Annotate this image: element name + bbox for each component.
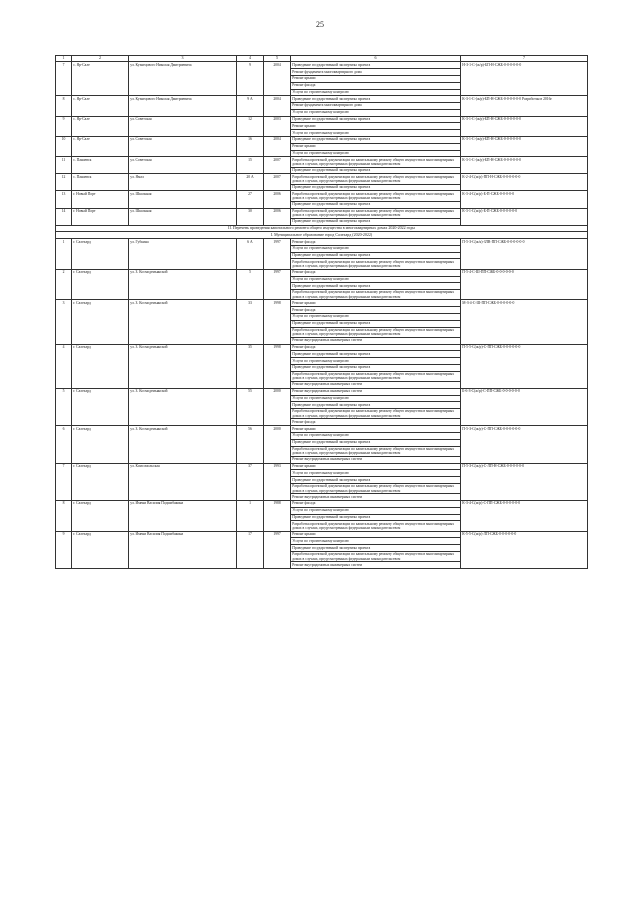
city-cell: с. Яр-Сале [72, 136, 129, 156]
table-row [56, 500, 588, 507]
street-cell: ул. З. Космодемьянской [129, 269, 237, 300]
city-cell: с. Яр-Сале [72, 62, 129, 96]
row-number: 9 [56, 531, 72, 568]
house-number-cell: 27 [237, 191, 264, 208]
house-number-cell: 17 [237, 531, 264, 568]
section-title: II. Перечень проведения капитального ремонта общего имущества в многоквартирных домах 2020-2022 годы [56, 225, 588, 232]
year-cell: 1998 [264, 300, 291, 344]
street-cell: ул. Кузнецового Николая Дмитриевича [129, 62, 237, 96]
year-cell: 2007 [264, 157, 291, 174]
year-cell: 1993 [264, 463, 291, 500]
house-code-cell: К-3-4-С(ж/р)-Б-П-СЖБ-0-0-0-0-0 [461, 191, 588, 208]
house-code-cell: К-5-5-С(ж/р)-ЛП-СЖБ-0-0-0-0-0-0 [461, 531, 588, 568]
work-type-cell: Услуги по строительному контролю [291, 130, 461, 137]
house-number-cell: 56 [237, 426, 264, 463]
street-cell: ул. З. Космодемьянской [129, 300, 237, 344]
work-type-cell: Ремонт внутридомовых инженерных систем [291, 337, 461, 344]
house-number-cell: 1 [237, 500, 264, 531]
city-cell: г. Салехард [72, 344, 129, 388]
work-type-cell: Разработка проектной документации по капитальному ремонту общего имущества в многоквартирных домах в случаях, предусмотренных федеральным законодательством [291, 551, 461, 561]
row-number: 9 [56, 116, 72, 136]
work-type-cell: Ремонт крыши [291, 463, 461, 470]
work-type-cell: Ремонт внутридомовых инженерных систем [291, 562, 461, 569]
work-type-cell: Ремонт фасада [291, 239, 461, 246]
city-cell: с. Яр-Сале [72, 116, 129, 136]
table-row [56, 269, 588, 276]
work-type-cell: Ремонт фасада [291, 500, 461, 507]
street-cell: ул. Кузнецового Николая Дмитриевича [129, 96, 237, 116]
header-cell: 2 [72, 56, 129, 62]
work-type-cell: Разработка проектной документации по капитальному ремонту общего имущества в многоквартирных домах в случаях, предусмотренных федеральным законодательством [291, 191, 461, 201]
house-code-cell: П-5-З-С(ж/р)-С-ЛП-Н-СЖБ-0-0-0-0-0-0 [461, 463, 588, 500]
header-cell: 5 [264, 56, 291, 62]
table-row [56, 344, 588, 351]
row-number: 8 [56, 500, 72, 531]
house-code-cell: М-З-4-С-Ш-ПП-СЖБ-0-0-0-0-0-0 [461, 300, 588, 344]
street-cell: ул. Советская [129, 157, 237, 174]
row-number: 12 [56, 174, 72, 191]
work-type-cell: Услуги по строительному контролю [291, 432, 461, 439]
street-cell: ул. Имени Василия Подшибякина [129, 500, 237, 531]
house-number-cell: 30 [237, 208, 264, 225]
work-type-cell: Проведение государственной экспертизы проекта [291, 283, 461, 290]
work-type-cell: Услуги по строительному контролю [291, 109, 461, 116]
work-type-cell: Проведение государственной экспертизы проекта [291, 364, 461, 371]
house-code-cell: К-З-1-С-(ж/р)-БП-Н-СЖБ-0-0-0-0-0-0 Разработан в 2016г [461, 96, 588, 116]
register-table [55, 55, 588, 569]
work-type-cell: Ремонт фасада [291, 82, 461, 89]
house-code-cell: П-5-З-С(ж/р)-С-ПП-СЖБ-0-0-0-0-0-0 [461, 426, 588, 463]
year-cell: 2000 [264, 426, 291, 463]
table-row [56, 531, 588, 538]
work-type-cell: Услуги по строительному контролю [291, 395, 461, 402]
year-cell: 2006 [264, 208, 291, 225]
work-type-cell: Ремонт фасада [291, 307, 461, 314]
city-cell: г. Салехард [72, 463, 129, 500]
row-number: 8 [56, 96, 72, 116]
work-type-cell: Ремонт внутридомовых инженерных систем [291, 456, 461, 463]
work-type-cell: Разработка проектной документации по капитальному ремонту общего имущества в многоквартирных домах в случаях, предусмотренных федеральным законодательством [291, 483, 461, 493]
work-type-cell: Проведение государственной экспертизы проекта [291, 252, 461, 259]
work-type-cell: Ремонт внутридомовых инженерных систем [291, 494, 461, 501]
work-type-cell: Услуги по строительному контролю [291, 245, 461, 252]
year-cell: 1998 [264, 344, 291, 388]
work-type-cell: Ремонт крыши [291, 75, 461, 82]
work-type-cell: Разработка проектной документации по капитальному ремонту общего имущества в многоквартирных домах в случаях, предусмотренных федеральным законодательством [291, 174, 461, 184]
house-code-cell: К-2-4-С(ж/р)-ПП-Н-СЖБ-0-0-0-0-0-0 [461, 174, 588, 191]
city-cell: г. Новый Порт [72, 208, 129, 225]
year-cell: 2004 [264, 136, 291, 156]
work-type-cell: Ремонт фундамента многоквартирного дома [291, 69, 461, 76]
house-number-cell: 9 А [237, 96, 264, 116]
year-cell: 2003 [264, 116, 291, 136]
row-number: 2 [56, 269, 72, 300]
work-type-cell: Разработка проектной документации по капитальному ремонту общего имущества в многоквартирных домах в случаях, предусмотренных федеральным законодательством [291, 290, 461, 300]
work-type-cell: Проведение государственной экспертизы проекта [291, 136, 461, 143]
work-type-cell: Услуги по строительному контролю [291, 313, 461, 320]
page-number: 25 [316, 20, 324, 29]
row-number: 7 [56, 463, 72, 500]
work-type-cell: Проведение государственной экспертизы проекта [291, 477, 461, 484]
city-cell: г. Салехард [72, 500, 129, 531]
year-cell: 2006 [264, 191, 291, 208]
year-cell: 1988 [264, 500, 291, 531]
house-code-cell: К-З-1-С-(ж/р)-БП-Н-СЖБ-0-0-0-0-0-0 [461, 116, 588, 136]
table-row [56, 388, 588, 395]
house-code-cell: К-З-1-С-(ж/р)-БП-Н-СЖБ-0-0-0-0-0-0 [461, 136, 588, 156]
work-type-cell: Проведение государственной экспертизы проекта [291, 402, 461, 409]
table-row [56, 300, 588, 307]
city-cell: г. Салехард [72, 239, 129, 270]
city-cell: г. Новый Порт [72, 191, 129, 208]
city-cell: г. Салехард [72, 300, 129, 344]
house-code-cell: К-3-1-С-(ж/р)-БП-Н-СЖБ-0-0-0-0-0-0 [461, 157, 588, 174]
street-cell: ул. Губкина [129, 239, 237, 270]
house-number-cell: 16 [237, 136, 264, 156]
street-cell: ул. Советская [129, 136, 237, 156]
row-number: 5 [56, 388, 72, 425]
work-type-cell: Разработка проектной документации по капитальному ремонту общего имущества в многоквартирных домах в случаях, предусмотренных федеральным законодательством [291, 446, 461, 456]
section-row [56, 225, 588, 232]
row-number: 3 [56, 300, 72, 344]
city-cell: с. Яр-Сале [72, 96, 129, 116]
city-cell: с. Панаевск [72, 174, 129, 191]
city-cell: г. Салехард [72, 388, 129, 425]
work-type-cell: Проведение государственной экспертизы проекта [291, 96, 461, 103]
table-row [56, 116, 588, 123]
row-number: 7 [56, 62, 72, 96]
work-type-cell: Проведение государственной экспертизы проекта [291, 116, 461, 123]
house-number-cell: 37 [237, 463, 264, 500]
table-row [56, 426, 588, 433]
house-number-cell: 9 [237, 62, 264, 96]
year-cell: 2000 [264, 388, 291, 425]
work-type-cell: Ремонт крыши [291, 531, 461, 538]
street-cell: ул. З. Космодемьянской [129, 344, 237, 388]
house-number-cell: 6 А [237, 239, 264, 270]
table-row [56, 157, 588, 167]
work-type-cell: Услуги по строительному контролю [291, 276, 461, 283]
year-cell: 2004 [264, 62, 291, 96]
work-type-cell: Услуги по строительному контролю [291, 538, 461, 545]
table-row [56, 191, 588, 201]
work-type-cell: Услуги по строительному контролю [291, 358, 461, 365]
house-number-cell: 15 [237, 157, 264, 174]
work-type-cell: Ремонт крыши [291, 426, 461, 433]
work-type-cell: Услуги по строительному контролю [291, 150, 461, 157]
street-cell: ул. Ямал [129, 174, 237, 191]
street-cell: ул. Комсомольская [129, 463, 237, 500]
street-cell: ул. З. Космодемьянской [129, 388, 237, 425]
street-cell: ул. Школьная [129, 208, 237, 225]
subsection-title: I. Муниципальное образование город Салехард (2020-2022) [56, 232, 588, 239]
work-type-cell: Разработка проектной документации по капитальному ремонту общего имущества в многоквартирных домах в случаях, предусмотренных федеральным законодательством [291, 327, 461, 337]
house-number-cell: 55 [237, 388, 264, 425]
table-row [56, 208, 588, 218]
year-cell: 2004 [264, 96, 291, 116]
work-type-cell: Проведение государственной экспертизы проекта [291, 439, 461, 446]
work-type-cell: Проведение государственной экспертизы проекта [291, 62, 461, 69]
work-type-cell: Разработка проектной документации по капитальному ремонту общего имущества в многоквартирных домах в случаях, предусмотренных федеральным законодательством [291, 208, 461, 218]
work-type-cell: Проведение государственной экспертизы проекта [291, 184, 461, 191]
house-code-cell: Н-З-1-С-(ж/р)-БП-Н-СЖБ-0-0-0-0-0-0 [461, 62, 588, 96]
street-cell: ул. Советская [129, 116, 237, 136]
house-code-cell: П-5-5-С(ж/р)-С-ПП-СЖБ-0-0-0-0-0-0 [461, 344, 588, 388]
row-number: 4 [56, 344, 72, 388]
house-code-cell: П-5-З-С(ж/к)-ЗЛВ-ПП-СЖБ-0-0-0-0-0-0 [461, 239, 588, 270]
row-number: 6 [56, 426, 72, 463]
table-row [56, 463, 588, 470]
table-row [56, 136, 588, 143]
house-number-cell: 5 [237, 269, 264, 300]
table-row [56, 239, 588, 246]
city-cell: с. Панаевск [72, 157, 129, 174]
work-type-cell: Ремонт фундамента многоквартирного дома [291, 103, 461, 110]
work-type-cell: Разработка проектной документации по капитальному ремонту общего имущества в многоквартирных домах в случаях, предусмотренных федеральным законодательством [291, 371, 461, 381]
work-type-cell: Ремонт фасада [291, 344, 461, 351]
house-code-cell: П-5-4-С-Ш-ПП-СЖБ-0-0-0-0-0-0 [461, 269, 588, 300]
table-row [56, 96, 588, 103]
work-type-cell: Разработка проектной документации по капитальному ремонту общего имущества в многоквартирных домах в случаях, предусмотренных федеральным законодательством [291, 157, 461, 167]
work-type-cell: Услуги по строительному контролю [291, 470, 461, 477]
header-cell: 7 [461, 56, 588, 62]
city-cell: г. Салехард [72, 531, 129, 568]
work-type-cell: Услуги по строительному контролю [291, 89, 461, 96]
subsection-row [56, 232, 588, 239]
work-type-cell: Ремонт фасада [291, 269, 461, 276]
work-type-cell: Ремонт крыши [291, 143, 461, 150]
table-row [56, 174, 588, 184]
house-code-cell: К-3-1-С(ж/р)-Б-П-СЖБ-0-0-0-0-0-0 [461, 208, 588, 225]
house-number-cell: 20 А [237, 174, 264, 191]
work-type-cell: Проведение государственной экспертизы проекта [291, 545, 461, 552]
year-cell: 1997 [264, 269, 291, 300]
row-number: 10 [56, 136, 72, 156]
street-cell: ул. Школьная [129, 191, 237, 208]
work-type-cell: Проведение государственной экспертизы проекта [291, 514, 461, 521]
city-cell: г. Салехард [72, 269, 129, 300]
row-number: 1 [56, 239, 72, 270]
work-type-cell: Ремонт крыши [291, 300, 461, 307]
work-type-cell: Проведение государственной экспертизы проекта [291, 218, 461, 225]
work-type-cell: Ремонт крыши [291, 123, 461, 130]
row-number: 14 [56, 208, 72, 225]
work-type-cell: Ремонт внутридомовых инженерных систем [291, 388, 461, 395]
work-type-cell: Разработка проектной документации по капитальному ремонту общего имущества в многоквартирных домах в случаях, предусмотренных федеральным законодательством [291, 409, 461, 419]
street-cell: ул. Имени Василия Подшибякина [129, 531, 237, 568]
year-cell: 1997 [264, 239, 291, 270]
row-number: 13 [56, 191, 72, 208]
work-type-cell: Услуги по строительному контролю [291, 507, 461, 514]
house-code-cell: Б-6-З-С(ж/р)-С-ПП-СЖБ-0-0-0-0-0-0 [461, 388, 588, 425]
street-cell: ул. З. Космодемьянской [129, 426, 237, 463]
year-cell: 2007 [264, 174, 291, 191]
house-number-cell: 35 [237, 344, 264, 388]
row-number: 11 [56, 157, 72, 174]
house-code-cell: К-З-4-С(ж/р)-С-ПП-СЖБ-0-0-0-0-0-0 [461, 500, 588, 531]
table-row [56, 62, 588, 69]
work-type-cell: Разработка проектной документации по капитальному ремонту общего имущества в многоквартирных домах в случаях, предусмотренных федеральным законодательством [291, 521, 461, 531]
header-cell: 3 [129, 56, 237, 62]
header-cell: 1 [56, 56, 72, 62]
year-cell: 1997 [264, 531, 291, 568]
work-type-cell: Разработка проектной документации по капитальному ремонту общего имущества в многоквартирных домах в случаях, предусмотренных федеральным законодательством [291, 259, 461, 269]
house-number-cell: 33 [237, 300, 264, 344]
work-type-cell: Ремонт внутридомовых инженерных систем [291, 381, 461, 388]
work-type-cell: Проведение государственной экспертизы проекта [291, 201, 461, 208]
header-cell: 6 [291, 56, 461, 62]
work-type-cell: Проведение государственной экспертизы проекта [291, 351, 461, 358]
work-type-cell: Проведение государственной экспертизы проекта [291, 320, 461, 327]
header-cell: 4 [237, 56, 264, 62]
city-cell: г. Салехард [72, 426, 129, 463]
work-type-cell: Проведение государственной экспертизы проекта [291, 167, 461, 174]
work-type-cell: Ремонт фасада [291, 419, 461, 426]
house-number-cell: 12 [237, 116, 264, 136]
